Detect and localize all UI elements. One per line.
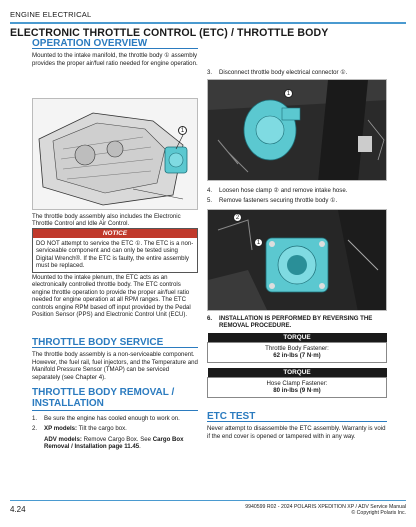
adv-reference-link[interactable]: Cargo Box Removal / Installation page 11.45 (44, 435, 184, 451)
footer-info (245, 504, 406, 517)
removal-section (32, 387, 198, 451)
etc-test-text: Never attempt to disassemble the ETC assembly. Warranty is void if the end cover is opened or tampered with in any way. (207, 425, 386, 440)
notice-box (32, 228, 198, 273)
service-heading: THROTTLE BODY SERVICE (32, 339, 198, 348)
plenum-text: Mounted to the intake plenum, the ETC acts as an electronically controlled throttle body. The ETC controls engine throttle operation to provide the proper air/fuel ratio needed for engine operation at all RPM ranges. The ETC controls engine RPM based off input provided by the Pedal Position Sensor (PPS) and Electronic Control Unit (ECU). (32, 274, 191, 319)
steps-4-5 (207, 187, 387, 208)
overview-text-2: The throttle body assembly also includes the Electronic Throttle Control and Idle Air Control. (32, 213, 181, 228)
adv-models-note (32, 436, 198, 451)
removal-heading-line1: THROTTLE BODY REMOVAL / (32, 387, 175, 398)
step-4 (207, 187, 387, 194)
page-number: 4.24 (10, 505, 26, 514)
step-5-text: Remove fasteners securing throttle body ①. (219, 197, 338, 205)
callout-1-connector: 1 (284, 89, 293, 98)
footer-copyright: © Copyright Polaris Inc. (351, 510, 406, 517)
step-6 (207, 315, 387, 333)
step-3-text: Disconnect throttle body electrical connector ①. (219, 69, 348, 76)
torque-table-hose-clamp (207, 368, 387, 398)
step-3 (207, 69, 387, 79)
page-title: ELECTRONIC THROTTLE CONTROL (ETC) / THROTTLE BODY (10, 27, 329, 39)
step-5-number: 5. (207, 197, 213, 205)
figure-throttle-body-fasteners (207, 209, 387, 311)
overview-heading: OPERATION OVERVIEW (32, 40, 198, 49)
footer-rule (10, 500, 406, 501)
plenum-section (32, 274, 198, 322)
torque-cell-2 (208, 378, 387, 398)
callout-1-throttle: 1 (254, 238, 263, 247)
step-2 (32, 425, 198, 432)
overview-section (32, 40, 198, 71)
figure-engine-throttle-body (32, 98, 198, 210)
notice-label: NOTICE (33, 229, 197, 238)
callout-2: 2 (233, 213, 242, 222)
adv-text: Remove Cargo Box. See (81, 435, 153, 443)
torque-cell-1 (208, 343, 387, 363)
torque-value-1: 62 in-lbs (7 N·m) (273, 352, 321, 360)
step-6-text: INSTALLATION IS PERFORMED BY REVERSING THE REMOVAL PROCEDURE. (219, 315, 373, 330)
overview-text: Mounted to the intake manifold, the throttle body ① assembly provides the proper air/fuel ratio needed for engine operation. (32, 52, 198, 67)
service-text: The throttle body assembly is a non-serviceable component. However, the fuel rail, fuel injectors, and the Temperature and Manifold Pressure Sensor (TMAP) can be serviced separately (see Chapter 4). (32, 351, 198, 381)
adv-lead: ADV models: (44, 435, 82, 443)
torque-head-1: TORQUE (208, 333, 387, 343)
step-2-number: 2. (32, 425, 38, 433)
service-section (32, 339, 198, 385)
step-6-number: 6. (207, 315, 213, 322)
torque-table-throttle-body (207, 333, 387, 363)
step-1 (32, 415, 198, 422)
header-rule (10, 22, 406, 24)
notice-text: DO NOT attempt to service the ETC ①. The ETC is a non-serviceable component and can only be tested using Digital Wrench®. If the ETC is faulty, the entire assembly must be replaced. (36, 240, 194, 270)
torque-head-2: TORQUE (208, 368, 387, 378)
step-2-lead: XP models: (44, 425, 78, 433)
torque-name-1: Throttle Body Fastener: (265, 345, 329, 352)
etc-test-heading: ETC TEST (207, 413, 387, 422)
torque-value-2: 80 in-lbs (9 N·m) (273, 387, 321, 395)
torque-name-2: Hose Clamp Fastener: (266, 380, 328, 387)
step-5 (207, 197, 387, 204)
callout-1: 1 (178, 126, 187, 135)
adv-end: . (139, 443, 141, 451)
step-1-text: Be sure the engine has cooled enough to work on. (44, 415, 180, 422)
footer-manual: 9940599 R02 - 2024 POLARIS XPEDITION XP / ADV Service Manual (245, 504, 406, 510)
step-3-number: 3. (207, 69, 213, 76)
etc-test-section (207, 413, 387, 444)
figure-connector (207, 79, 387, 181)
step-1-number: 1. (32, 415, 38, 422)
step-2-text: Tilt the cargo box. (77, 425, 127, 433)
step-4-text: Loosen hose clamp ② and remove intake hose. (219, 187, 348, 194)
step-4-number: 4. (207, 187, 213, 194)
removal-heading-line2: INSTALLATION (32, 398, 198, 411)
header-section: ENGINE ELECTRICAL (10, 10, 92, 19)
